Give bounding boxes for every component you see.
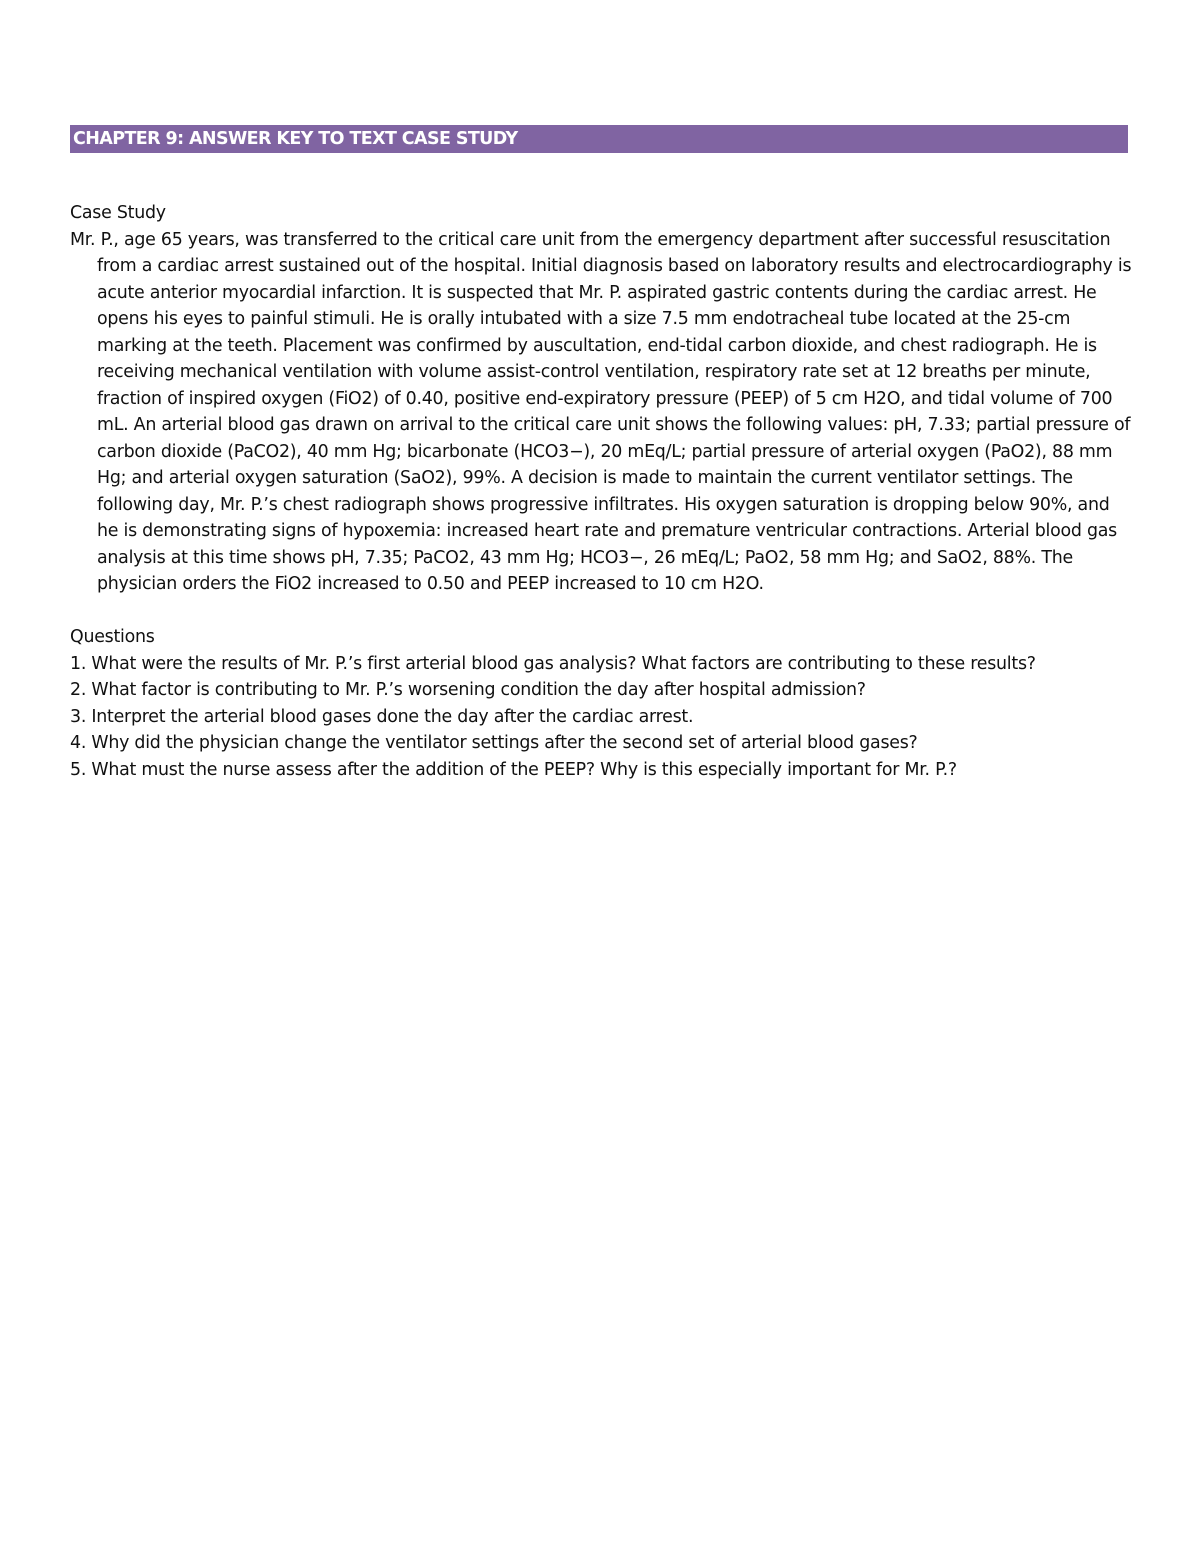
question-text: What factor is contributing to Mr. P.’s worsening condition the day after hospital admission?: [91, 680, 866, 700]
question-item: [70, 677, 1132, 704]
question-item: [70, 757, 1132, 784]
question-number: 5.: [70, 759, 87, 780]
question-list: [70, 651, 1132, 784]
question-number: 2.: [70, 680, 87, 700]
question-number: 3.: [70, 706, 87, 727]
question-text: Interpret the arterial blood gases done the day after the cardiac arrest.: [91, 706, 694, 727]
question-text: What must the nurse assess after the addition of the PEEP? Why is this especially important for Mr. P.?: [91, 759, 957, 780]
question-text: Why did the physician change the ventilator settings after the second set of arterial blood gases?: [91, 733, 918, 753]
question-item: [70, 704, 1132, 731]
section-spacer: [70, 598, 1132, 625]
chapter-title: CHAPTER 9: ANSWER KEY TO TEXT CASE STUDY: [73, 129, 518, 149]
question-number: 1.: [70, 653, 87, 674]
questions-heading: Questions: [70, 627, 155, 647]
document-body: [70, 200, 1132, 783]
case-study-text: Mr. P., age 65 years, was transferred to the critical care unit from the emergency department after successful resuscitation from a cardiac arrest sustained out of the hospital. Initial diagnosis based on laboratory results and electrocardiography is acute anterior myocardial infarction. It is suspected that Mr. P. aspirated gastric contents during the cardiac arrest. He opens his eyes to painful stimuli. He is orally intubated with a size 7.5 mm endotracheal tube located at the 25-cm marking at the teeth. Placement was confirmed by auscultation, end-tidal carbon dioxide, and chest radiograph. He is receiving mechanical ventilation with volume assist-control ventilation, respiratory rate set at 12 breaths per minute, fraction of inspired oxygen (FiO2) of 0.40, positive end-expiratory pressure (PEEP) of 5 cm H2O, and tidal volume of 700 mL. An arterial blood gas drawn on arrival to the critical care unit shows the following values: pH, 7.33; partial pressure of carbon dioxide (PaCO2), 40 mm Hg; bicarbonate (HCO3−), 20 mEq/L; partial pressure of arterial oxygen (PaO2), 88 mm Hg; and arterial oxygen saturation (SaO2), 99%. A decision is made to maintain the current ventilator settings. The following day, Mr. P.’s chest radiograph shows progressive infiltrates. His oxygen saturation is dropping below 90%, and he is demonstrating signs of hypoxemia: increased heart rate and premature ventricular contractions. Arterial blood gas analysis at this time shows pH, 7.35; PaCO2, 43 mm Hg; HCO3−, 26 mEq/L; PaO2, 58 mm Hg; and SaO2, 88%. The physician orders the FiO2 increased to 0.50 and PEEP increased to 10 cm H2O.: [70, 229, 1132, 594]
case-study-heading: Case Study: [70, 203, 166, 223]
question-item: [70, 651, 1132, 678]
question-text: What were the results of Mr. P.’s first arterial blood gas analysis? What factors are contributing to these results?: [91, 653, 1036, 674]
question-item: [70, 730, 1132, 757]
chapter-header-bar: [70, 125, 1128, 153]
question-number: 4.: [70, 733, 87, 753]
